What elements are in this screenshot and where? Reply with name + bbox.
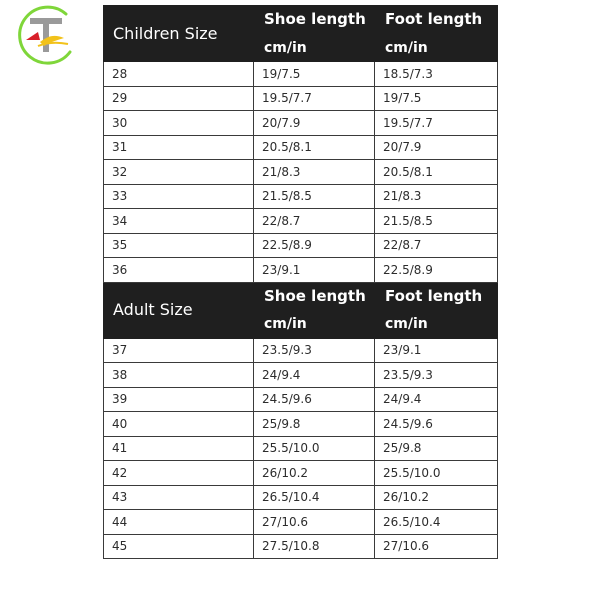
t-brand-logo-icon [14,2,78,72]
foot-length-cell: 19/7.5 [375,86,498,111]
table-row [104,387,498,412]
foot-length-cell: 24/9.4 [375,387,498,412]
adult-foot-unit: cm/in [375,310,498,338]
shoe-length-cell: 27/10.6 [254,510,375,535]
size-cell: 37 [104,338,254,363]
table-row [104,412,498,437]
table-row [104,461,498,486]
table-row [104,135,498,160]
foot-length-cell: 26/10.2 [375,485,498,510]
shoe-length-cell: 21.5/8.5 [254,184,375,209]
shoe-length-cell: 23.5/9.3 [254,338,375,363]
adult-size-rows [104,338,498,559]
table-row [104,209,498,234]
size-cell: 36 [104,258,254,283]
shoe-length-cell: 27.5/10.8 [254,534,375,559]
brand-logo [14,2,78,72]
adult-header-row [104,282,498,310]
adult-shoe-length-heading: Shoe length [254,282,375,310]
shoe-length-cell: 22/8.7 [254,209,375,234]
size-cell: 43 [104,485,254,510]
shoe-length-cell: 20.5/8.1 [254,135,375,160]
foot-length-cell: 21/8.3 [375,184,498,209]
foot-length-cell: 20/7.9 [375,135,498,160]
table-row [104,510,498,535]
foot-length-cell: 23.5/9.3 [375,363,498,388]
size-cell: 39 [104,387,254,412]
foot-length-cell: 20.5/8.1 [375,160,498,185]
table-row [104,436,498,461]
shoe-size-table [103,5,498,559]
table-row [104,534,498,559]
shoe-length-cell: 24.5/9.6 [254,387,375,412]
foot-length-cell: 25.5/10.0 [375,461,498,486]
size-cell: 31 [104,135,254,160]
size-cell: 33 [104,184,254,209]
shoe-length-cell: 21/8.3 [254,160,375,185]
size-cell: 32 [104,160,254,185]
shoe-length-cell: 22.5/8.9 [254,233,375,258]
size-cell: 42 [104,461,254,486]
table-row [104,233,498,258]
size-cell: 35 [104,233,254,258]
foot-length-cell: 25/9.8 [375,436,498,461]
table-row [104,111,498,136]
shoe-length-cell: 25.5/10.0 [254,436,375,461]
adult-foot-length-heading: Foot length [375,282,498,310]
foot-length-cell: 19.5/7.7 [375,111,498,136]
size-cell: 44 [104,510,254,535]
children-size-heading: Children Size [104,6,254,62]
children-foot-length-heading: Foot length [375,6,498,34]
foot-length-cell: 22/8.7 [375,233,498,258]
size-cell: 40 [104,412,254,437]
size-cell: 30 [104,111,254,136]
children-size-rows [104,62,498,283]
shoe-length-cell: 26.5/10.4 [254,485,375,510]
size-cell: 41 [104,436,254,461]
adult-size-heading: Adult Size [104,282,254,338]
size-cell: 29 [104,86,254,111]
table-row [104,62,498,87]
size-cell: 45 [104,534,254,559]
foot-length-cell: 23/9.1 [375,338,498,363]
children-shoe-length-heading: Shoe length [254,6,375,34]
table-row [104,184,498,209]
shoe-length-cell: 19/7.5 [254,62,375,87]
shoe-length-cell: 24/9.4 [254,363,375,388]
foot-length-cell: 26.5/10.4 [375,510,498,535]
table-row [104,363,498,388]
shoe-length-cell: 23/9.1 [254,258,375,283]
shoe-length-cell: 25/9.8 [254,412,375,437]
foot-length-cell: 27/10.6 [375,534,498,559]
shoe-length-cell: 26/10.2 [254,461,375,486]
shoe-length-cell: 20/7.9 [254,111,375,136]
foot-length-cell: 18.5/7.3 [375,62,498,87]
foot-length-cell: 22.5/8.9 [375,258,498,283]
table-row [104,485,498,510]
table-row [104,258,498,283]
foot-length-cell: 24.5/9.6 [375,412,498,437]
adult-shoe-unit: cm/in [254,310,375,338]
children-header-row [104,6,498,34]
table-row [104,160,498,185]
table-row [104,338,498,363]
size-cell: 38 [104,363,254,388]
shoe-length-cell: 19.5/7.7 [254,86,375,111]
children-shoe-unit: cm/in [254,34,375,62]
size-cell: 28 [104,62,254,87]
size-cell: 34 [104,209,254,234]
foot-length-cell: 21.5/8.5 [375,209,498,234]
children-foot-unit: cm/in [375,34,498,62]
table-row [104,86,498,111]
